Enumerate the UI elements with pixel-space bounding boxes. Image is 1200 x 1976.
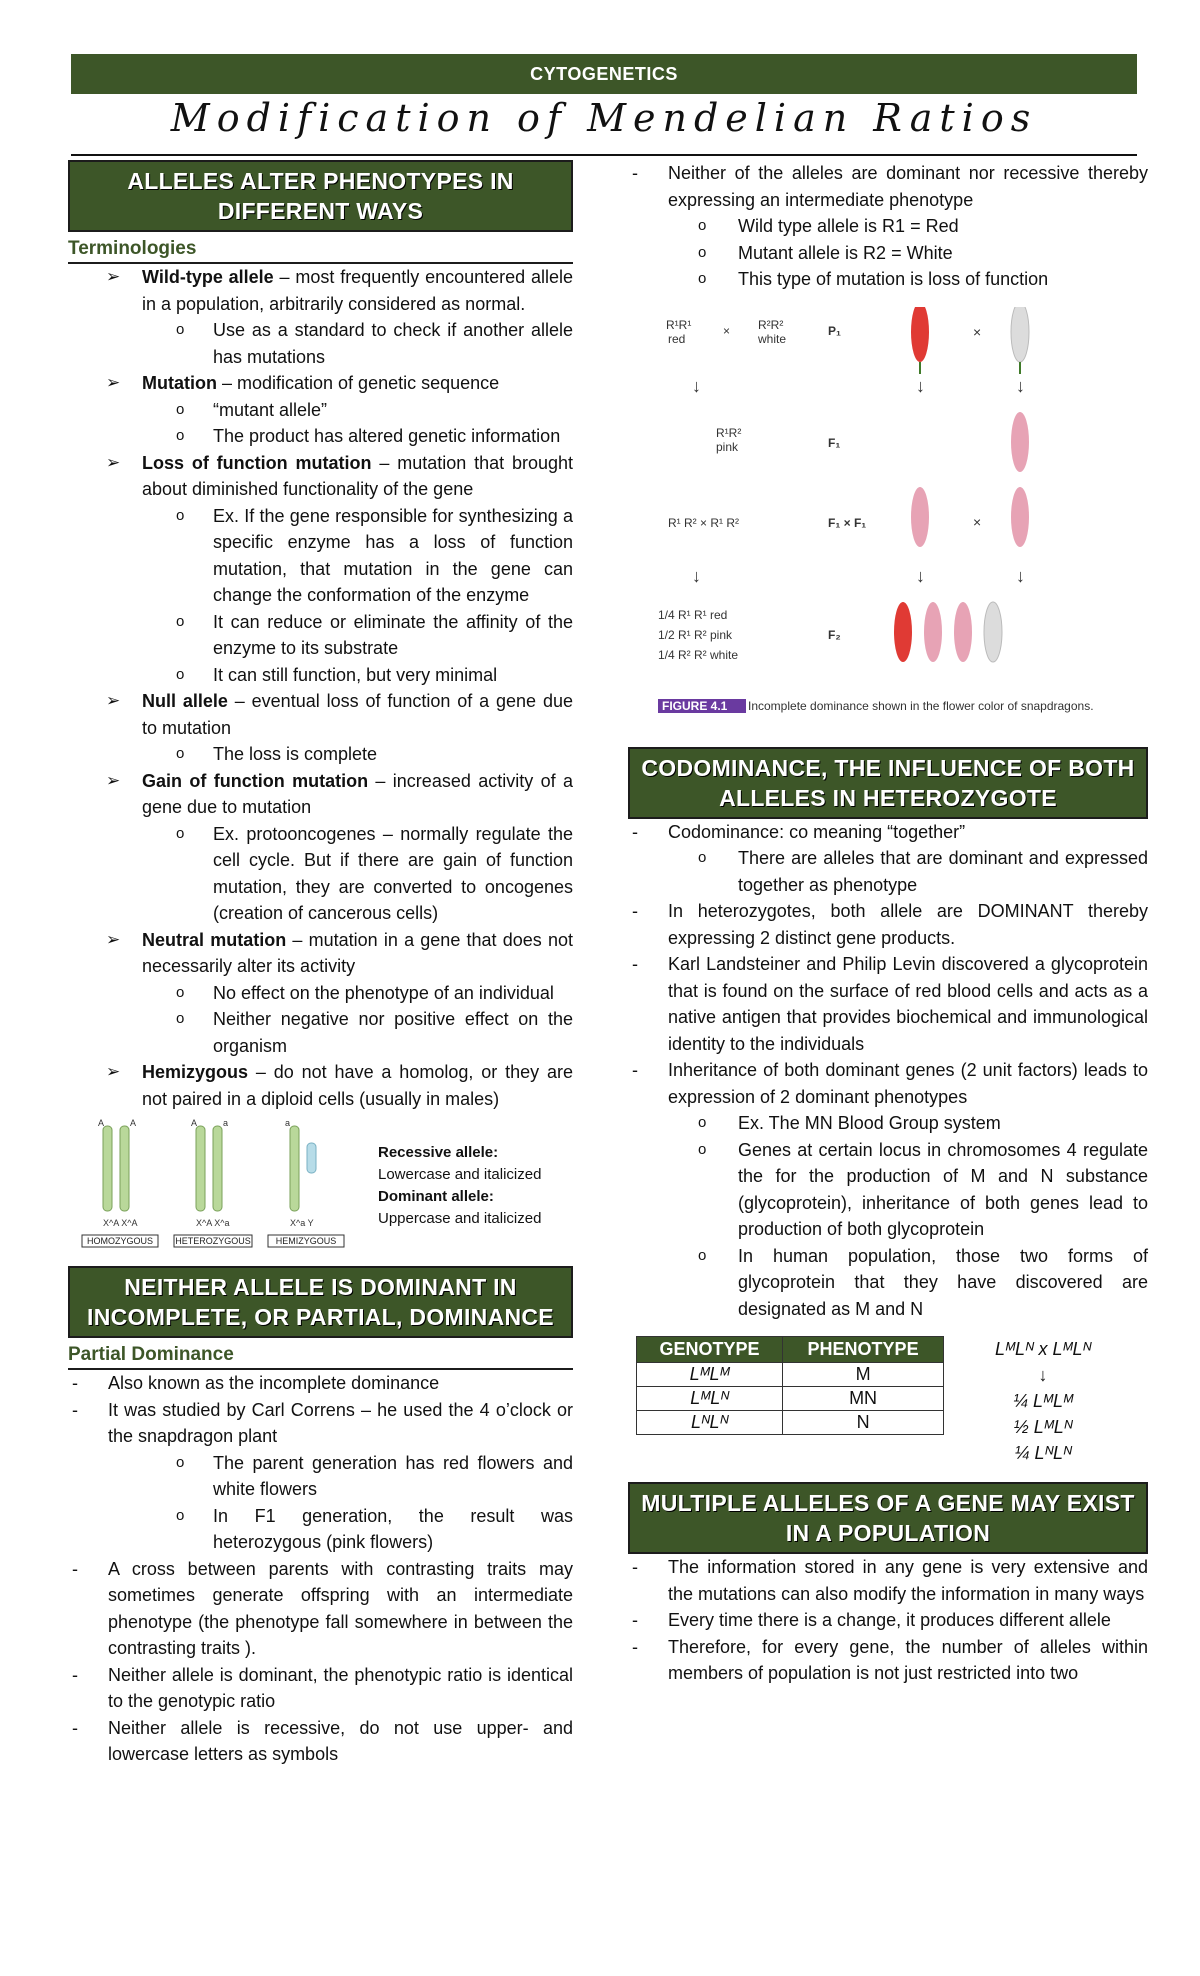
list-item: o Wild type allele is R1 = Red [628,213,1148,240]
recessive-label: Recessive allele: [378,1144,499,1161]
list-item: o The loss is complete [68,741,573,768]
section-heading-incomplete-dominance: NEITHER ALLELE IS DOMINANT IN INCOMPLETE, OR PARTIAL, DOMINANCE [68,1266,573,1338]
list-item: o The parent generation has red flowers and white flowers [68,1450,573,1503]
zygosity-label: HOMOZYGOUS [86,1236,154,1246]
figure-caption: Incomplete dominance shown in the flower color of snapdragons. [748,698,1094,713]
list-item: o Ex. If the gene responsible for synthesizing a specific enzyme has a loss of function mutation, that mutation in the gene can change the conformation of the enzyme [68,503,573,609]
dominant-text: Uppercase and italicized [378,1210,542,1227]
chromosome-diagram [68,1118,573,1258]
term-null-allele: ➢ Null allele – eventual loss of function of a gene due to mutation [68,688,573,741]
table-row: LᴹLᴺ MN [637,1387,944,1411]
left-column [68,160,573,1768]
section-heading-codominance: CODOMINANCE, THE INFLUENCE OF BOTH ALLELES IN HETEROZYGOTE [628,747,1148,819]
subheading-partial-dominance: Partial Dominance [68,1344,573,1370]
genotype-label: X^a Y [290,1218,314,1228]
list-item: o There are alleles that are dominant and expressed together as phenotype [628,845,1148,898]
title-divider [71,154,1137,156]
section-heading-alleles: ALLELES ALTER PHENOTYPES IN DIFFERENT WAYS [68,160,573,232]
generation-label: F₁ [828,435,841,450]
snapdragon-diagram [628,307,1098,737]
svg-text:a: a [223,1118,229,1128]
list-item: o In F1 generation, the result was heterozygous (pink flowers) [68,1503,573,1556]
list-item: o Ex. The MN Blood Group system [628,1110,1148,1137]
list-item: - In heterozygotes, both allele are DOMINANT thereby expressing 2 distinct gene products. [628,898,1148,951]
terminology-list [68,264,573,1112]
recessive-text: Lowercase and italicized [378,1166,542,1183]
svg-text:↓: ↓ [916,375,925,396]
multiple-alleles-list [628,1554,1148,1687]
chromosome-figure [68,1118,573,1258]
term-mutation: ➢ Mutation – modification of genetic sequence [68,370,573,397]
mn-table-area [628,1336,1148,1476]
page-banner: CYTOGENETICS [71,54,1137,94]
svg-text:↓: ↓ [916,565,925,586]
list-item: o Genes at certain locus in chromosomes 4 regulate the for the production of M and N substance (glycoprotein), inheritance of both genes lead to production of both glycoprotein [628,1137,1148,1243]
list-item: - Every time there is a change, it produces different allele [628,1607,1148,1634]
list-item: o “mutant allele” [68,397,573,424]
svg-text:×: × [973,323,982,340]
color-label: red [668,331,686,346]
table-header: GENOTYPE [637,1337,783,1363]
list-item: o This type of mutation is loss of function [628,266,1148,293]
list-item: - Karl Landsteiner and Philip Levin discovered a glycoprotein that is found on the surface of red blood cells and acts as a native antigen that provides biochemical and immunological identity to the individuals [628,951,1148,1057]
zygosity-label: HETEROZYGOUS [175,1236,251,1246]
f2-ratio: 1/4 R¹ R¹ red [658,607,728,622]
table-row: LᴺLᴺ N [637,1411,944,1435]
snapdragon-figure [628,307,1148,737]
list-item: - The information stored in any gene is very extensive and the mutations can also modify the information in many ways [628,1554,1148,1607]
right-column [628,160,1148,1687]
list-item: o Use as a standard to check if another allele has mutations [68,317,573,370]
svg-text:↓: ↓ [1016,375,1025,396]
generation-label: P₁ [828,323,841,338]
genotype-label: X^A X^A [103,1218,138,1228]
list-item: o It can still function, but very minimal [68,662,573,689]
list-item: - It was studied by Carl Correns – he used the 4 o’clock or the snapdragon plant [68,1397,573,1450]
genotype-label: R¹R² [716,425,742,440]
generation-label: F₁ × F₁ [828,515,867,530]
svg-text:↓: ↓ [692,565,701,586]
list-item: - Neither of the alleles are dominant nor recessive thereby expressing an intermediate phenotype [628,160,1148,213]
list-item: - Inheritance of both dominant genes (2 unit factors) leads to expression of 2 dominant phenotypes [628,1057,1148,1110]
mn-cross: LᴹLᴺ x LᴹLᴺ ↓ ¼ LᴹLᴹ ½ LᴹLᴺ ¼ LᴺLᴺ [994,1339,1092,1463]
svg-text:×: × [973,513,982,530]
list-item: - Neither allele is dominant, the phenotypic ratio is identical to the genotypic ratio [68,1662,573,1715]
term-hemizygous: ➢ Hemizygous – do not have a homolog, or they are not paired in a diploid cells (usually in males) [68,1059,573,1112]
svg-text:×: × [723,323,731,338]
dominant-label: Dominant allele: [378,1188,494,1205]
table-row: LᴹLᴹ M [637,1363,944,1387]
term-wild-type: ➢ Wild-type allele – most frequently encountered allele in a population, arbitrarily considered as normal. [68,264,573,317]
genotype-label: R¹R¹ [666,317,692,332]
term-neutral-mutation: ➢ Neutral mutation – mutation in a gene that does not necessarily alter its activity [68,927,573,980]
list-item: o It can reduce or eliminate the affinity of the enzyme to its substrate [68,609,573,662]
genotype-label: X^A X^a [196,1218,230,1228]
list-item: - Neither allele is recessive, do not use upper- and lowercase letters as symbols [68,1715,573,1768]
term-gain-of-function: ➢ Gain of function mutation – increased activity of a gene due to mutation [68,768,573,821]
term-loss-of-function: ➢ Loss of function mutation – mutation that brought about diminished functionality of the gene [68,450,573,503]
list-item: o The product has altered genetic information [68,423,573,450]
svg-text:A: A [130,1118,137,1128]
list-item: - A cross between parents with contrasting traits may sometimes generate offspring with an intermediate phenotype (the phenotype fall somewhere in between the contrasting traits ). [68,1556,573,1662]
list-item: o Neither negative nor positive effect on the organism [68,1006,573,1059]
list-item: o Ex. protooncogenes – normally regulate the cell cycle. But if there are gain of function mutation, they are converted to oncogenes (creation of cancerous cells) [68,821,573,927]
svg-text:A: A [191,1118,198,1128]
list-item: o Mutant allele is R2 = White [628,240,1148,267]
zygosity-label: HEMIZYGOUS [275,1236,337,1246]
color-label: pink [716,439,739,454]
cross-label: R¹ R² × R¹ R² [668,515,739,530]
figure-caption-label: FIGURE 4.1 [662,698,728,713]
incomplete-intro-list [628,160,1148,293]
list-item: o No effect on the phenotype of an individual [68,980,573,1007]
svg-text:↓: ↓ [1016,565,1025,586]
subheading-terminologies: Terminologies [68,238,573,264]
list-item: - Codominance: co meaning “together” [628,819,1148,846]
page-title: Modification of Mendelian Ratios [170,96,1038,140]
partial-dominance-list [68,1370,573,1768]
genotype-table [636,1336,944,1435]
list-item: - Therefore, for every gene, the number of alleles within members of population is not just restricted into two [628,1634,1148,1687]
color-label: white [758,331,787,346]
generation-label: F₂ [828,627,841,642]
svg-text:a: a [285,1118,291,1128]
f2-ratio: 1/4 R² R² white [658,647,739,662]
list-item: o In human population, those two forms of glycoprotein that they have discovered are designated as M and N [628,1243,1148,1323]
genotype-label: R²R² [758,317,784,332]
table-header: PHENOTYPE [783,1337,944,1363]
svg-text:A: A [98,1118,105,1128]
f2-ratio: 1/2 R¹ R² pink [658,627,733,642]
list-item: - Also known as the incomplete dominance [68,1370,573,1397]
codominance-list [628,819,1148,1323]
flower-images [894,307,1029,662]
section-heading-multiple-alleles: MULTIPLE ALLELES OF A GENE MAY EXIST IN A POPULATION [628,1482,1148,1554]
svg-text:↓: ↓ [692,375,701,396]
